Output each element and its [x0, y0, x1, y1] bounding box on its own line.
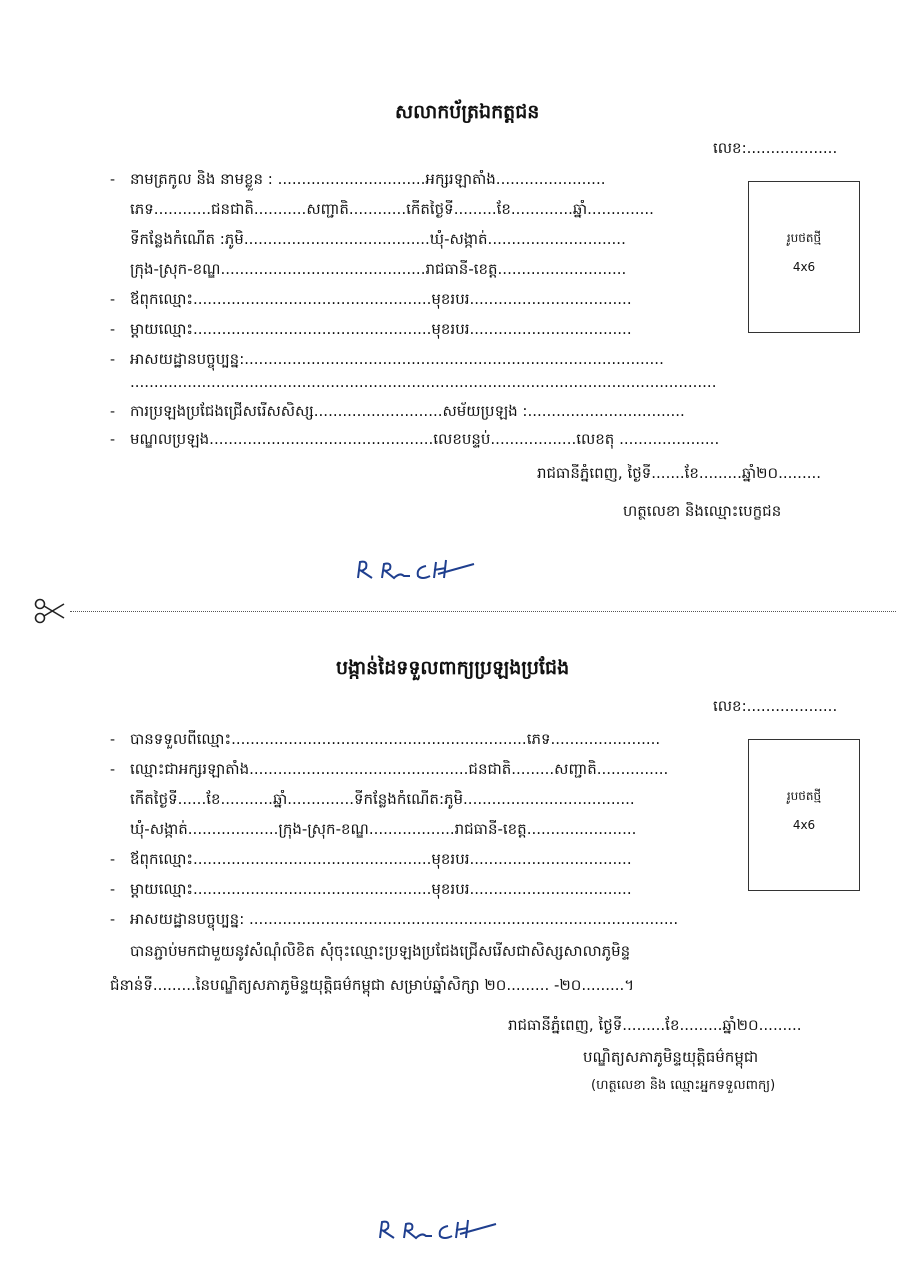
photo-label: រូបថតថ្មី — [786, 789, 822, 803]
exam-center-line: មណ្ឌលប្រឡង...............................................លេខបន្ទប់..................លេខតុ ..................... — [130, 430, 720, 448]
signature-scribble — [374, 1216, 500, 1246]
photo-size: 4x6 — [792, 818, 816, 832]
address-line: អាសយដ្ឋានបច្ចុប្បន្ន:........................................................................................ — [130, 350, 664, 368]
bullet: - — [110, 882, 116, 898]
name-line: នាមត្រកូល និង នាមខ្លួន : ...............................អក្សរឡាតាំង....................... — [130, 170, 606, 188]
photo-label: រូបថតថ្មី — [786, 231, 822, 245]
gender-line: ភេទ............ជនជាតិ...........សញ្ជាតិ............កើតថ្ងៃទី.........ខែ.............ឆ្នាំ.............. — [130, 200, 654, 218]
bullet: - — [110, 762, 116, 778]
commune-line: ឃុំ-សង្កាត់...................ក្រុង-ស្រុក-ខណ្ឌ..................រាជធានី-ខេត្ត....................... — [130, 820, 637, 838]
address-continuation-line: ........................................................................................................................... — [130, 373, 717, 391]
district-line: ក្រុង-ស្រុក-ខណ្ឌ...........................................រាជធានី-ខេត្ត........................... — [130, 260, 627, 278]
bullet: - — [110, 172, 116, 188]
mother-line: ម្តាយឈ្មោះ..................................................មុខរបរ.................................. — [130, 320, 632, 338]
signature-label: (ហត្ថលេខា និង ឈ្មោះអ្នកទទួលពាក្យ) — [591, 1078, 776, 1093]
address-line: អាសយដ្ឋានបច្ចុប្បន្ន: .......................................................................................... — [130, 910, 679, 928]
date-line: រាជធានីភ្នំពេញ, ថ្ងៃទី.........ខែ.........ឆ្នាំ២០......... — [508, 1016, 802, 1034]
cut-line — [70, 611, 896, 612]
form-title: សលាកប័ត្រឯកត្តជន — [395, 101, 540, 123]
bullet: - — [110, 432, 116, 448]
exam-line: ការប្រឡងប្រជែងជ្រើសរើសសិស្ស...........................សម័យប្រឡង :................................. — [130, 402, 685, 420]
father-line: ឪពុកឈ្មោះ..................................................មុខរបរ.................................. — [130, 290, 632, 308]
signature-scribble — [352, 556, 478, 586]
received-from-line: បានទទួលពីឈ្មោះ..............................................................ភេទ....................... — [130, 730, 661, 748]
date-line: រាជធានីភ្នំពេញ, ថ្ងៃទី.......ខែ.........ឆ្នាំ២០......... — [537, 464, 822, 482]
birth-line: កើតថ្ងៃទី......ខែ...........ឆ្នាំ..............ទីកន្លែងកំណើត:ភូមិ.................................... — [130, 790, 635, 808]
photo-box — [748, 739, 860, 891]
scissors-icon — [34, 598, 66, 624]
photo-size: 4x6 — [792, 260, 816, 274]
father-line: ឪពុកឈ្មោះ..................................................មុខរបរ.................................. — [130, 850, 632, 868]
generation-paragraph: ជំនាន់ទី.........នៃបណ្ឌិត្យសភាភូមិន្ទយុត្តិធម៌កម្ពុជា សម្រាប់ឆ្នាំសិក្សា ២០......... -២០.........។ — [110, 976, 635, 994]
bullet: - — [110, 852, 116, 868]
bullet: - — [110, 732, 116, 748]
receipt-number: លេខ:................... — [713, 697, 838, 715]
form-number: លេខ:................... — [713, 139, 838, 157]
birthplace-line: ទីកន្លែងកំណើត :ភូមិ.......................................ឃុំ-សង្កាត់............................. — [130, 230, 626, 248]
institution-name: បណ្ឌិត្យសភាភូមិន្ទយុត្តិធម៌កម្ពុជា — [583, 1048, 759, 1066]
bullet: - — [110, 352, 116, 368]
attachment-paragraph: បានភ្ជាប់មកជាមួយនូវសំណុំលិខិត សុំចុះឈ្មោះប្រឡងប្រជែងជ្រើសរើសជាសិស្សសាលាភូមិន្ទ — [130, 942, 631, 960]
receipt-title: បង្កាន់ដៃទទួលពាក្យប្រឡងប្រជែង — [336, 657, 570, 679]
bullet: - — [110, 404, 116, 420]
bullet: - — [110, 322, 116, 338]
bullet: - — [110, 292, 116, 308]
signature-label: ហត្ថលេខា និងឈ្មោះបេក្ខជន — [623, 502, 782, 520]
latin-name-line: ឈ្មោះជាអក្សរឡាតាំង..............................................ជនជាតិ.........សញ្ជាតិ............... — [130, 760, 669, 778]
photo-box — [748, 181, 860, 333]
mother-line: ម្តាយឈ្មោះ..................................................មុខរបរ.................................. — [130, 880, 632, 898]
bullet: - — [110, 912, 116, 928]
